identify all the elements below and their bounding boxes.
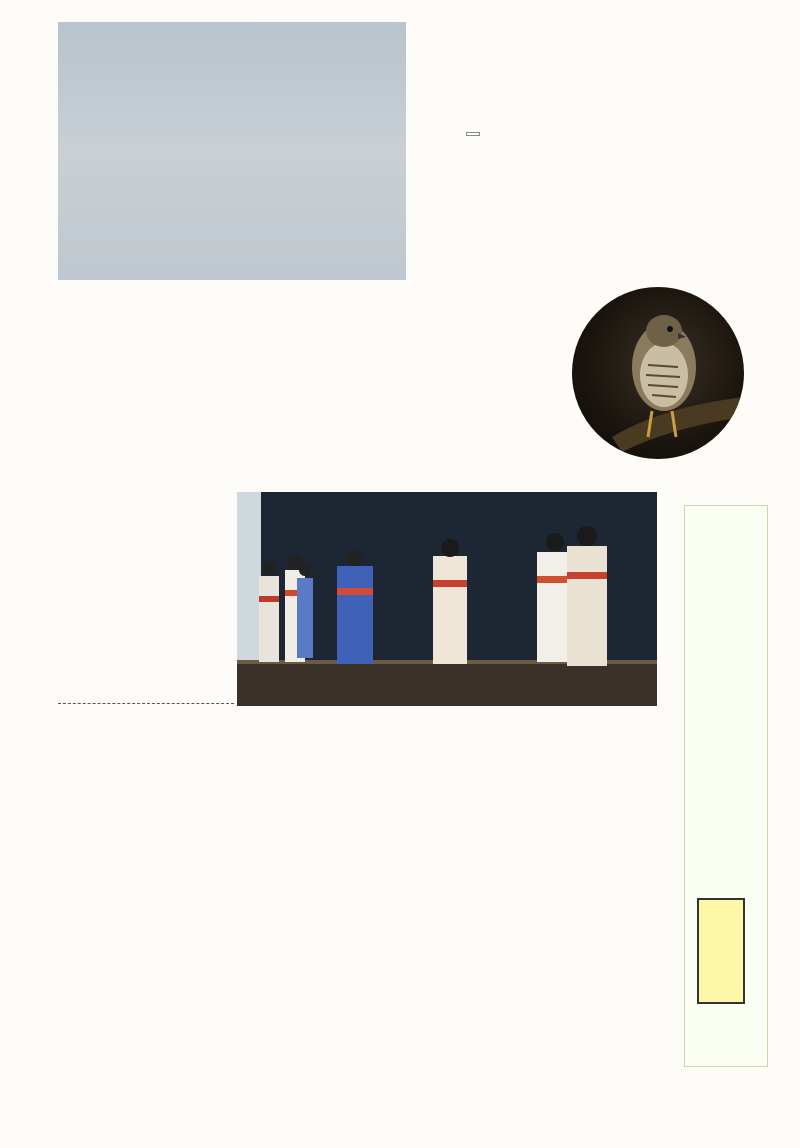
lower-article [60, 740, 552, 896]
title-block [438, 80, 698, 148]
hawk-portrait-illustration [572, 287, 744, 459]
rehearsal-photo [237, 492, 657, 706]
hawk-flock-illustration [58, 22, 406, 280]
section-divider [58, 703, 234, 704]
series-title [438, 80, 698, 121]
series-category [466, 132, 480, 136]
rehearsal-illustration [237, 492, 657, 706]
lower-article-continued [60, 903, 552, 1093]
organization-tag [697, 898, 745, 1004]
hawk-flock-photo [58, 22, 406, 280]
hawk-portrait-photo [572, 287, 744, 459]
